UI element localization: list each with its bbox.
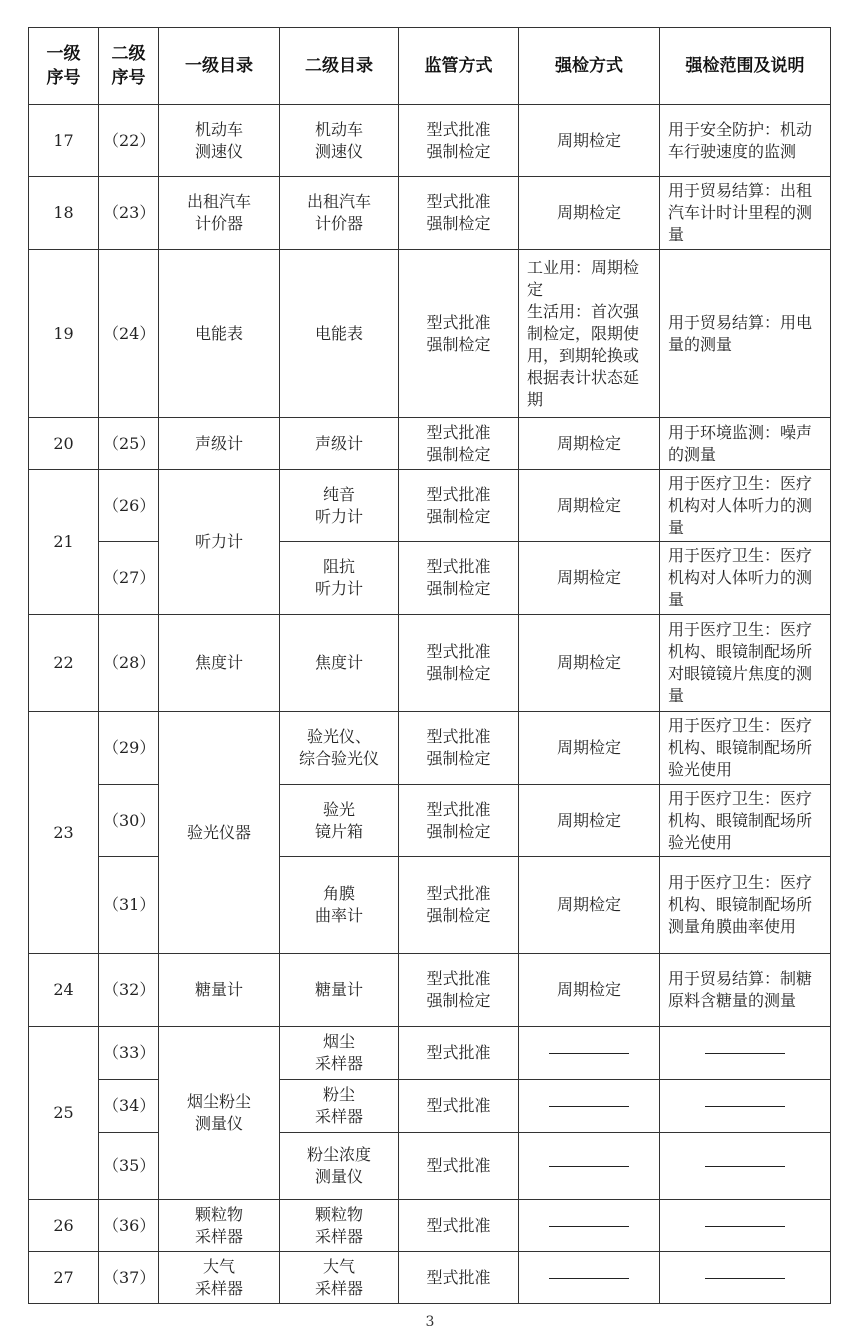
inspection-cell [519,470,660,542]
seq1-cell-text: 26 [53,1215,74,1235]
supervision-cell [399,470,519,542]
scope-cell [660,954,831,1027]
cat2-cell [280,177,399,250]
inspection-cell [519,785,660,857]
seq1-cell [29,712,99,954]
cat1-cell [159,418,280,470]
table-body [29,105,831,1304]
seq2-cell [99,1200,159,1252]
cat1-cell [159,1200,280,1252]
scope-cell [660,250,831,418]
seq2-cell-text: （27） [103,568,156,587]
inspection-cell-text: 工业用：周期检定 生活用：首次强制检定，限期使用，到期轮换或根据表计状态延期 [527,257,640,409]
cat2-cell [280,542,399,615]
cat2-cell [280,250,399,418]
table-row [29,954,831,1027]
supervision-cell-text: 型式批准 强制检定 [426,727,491,768]
empty-dash-line [549,1278,629,1279]
supervision-cell [399,954,519,1027]
supervision-cell [399,857,519,954]
cat2-cell [280,615,399,712]
empty-dash-line [549,1053,629,1054]
table-row [29,712,831,785]
inspection-cell [519,177,660,250]
inspection-cell-text: 周期检定 [556,568,621,587]
header-seq2: 二级 序号 [99,28,159,105]
page-number: 3 [425,1314,435,1330]
supervision-cell [399,1133,519,1200]
inspection-cell-text: 周期检定 [556,653,621,672]
cat2-cell-text: 出租汽车 计价器 [306,192,371,233]
cat1-cell [159,712,280,954]
supervision-cell [399,1200,519,1252]
inspection-cell [519,542,660,615]
inspection-cell [519,712,660,785]
seq2-cell [99,105,159,177]
inspection-cell-text: 周期检定 [556,980,621,999]
seq1-cell-text: 19 [53,323,74,343]
cat2-cell-text: 纯音 听力计 [314,484,363,526]
supervision-cell [399,177,519,250]
seq2-cell [99,1252,159,1304]
scope-cell-text: 用于医疗卫生：医疗机构对人体听力的测量 [668,473,813,537]
seq2-cell [99,250,159,418]
inspection-cell [519,615,660,712]
cat1-cell-text: 大气 采样器 [194,1256,243,1298]
scope-cell [660,615,831,712]
scope-cell [660,1080,831,1133]
seq2-cell [99,857,159,954]
inspection-cell-text: 周期检定 [556,433,621,453]
cat1-cell-text: 验光仪器 [186,822,251,842]
seq1-cell [29,177,99,250]
cat2-cell-text: 糖量计 [314,980,363,999]
cat1-cell-text: 电能表 [194,323,243,343]
seq2-cell-text: （29） [103,738,156,757]
scope-cell [660,542,831,615]
seq2-cell [99,615,159,712]
supervision-cell-text: 型式批准 强制检定 [426,642,491,683]
cat1-cell [159,615,280,712]
inspection-cell [519,1200,660,1252]
cat2-cell [280,1027,399,1080]
empty-dash-line [705,1106,785,1107]
scope-cell [660,1252,831,1304]
scope-cell [660,785,831,857]
table-row [29,1027,831,1080]
table-row [29,177,831,250]
supervision-cell [399,615,519,712]
table-row [29,470,831,542]
scope-cell-text: 用于环境监测：噪声的测量 [668,422,813,464]
supervision-cell-text: 型式批准 强制检定 [426,884,491,925]
header-seq1: 一级 序号 [29,28,99,105]
cat2-cell-text: 阻抗 听力计 [314,557,363,598]
seq1-cell-text: 27 [53,1267,74,1287]
cat2-cell-text: 烟尘 采样器 [314,1032,363,1073]
instrument-catalog-table [28,27,831,1304]
table-row [29,105,831,177]
table-row [29,1200,831,1252]
supervision-cell-text: 型式批准 强制检定 [426,799,491,841]
cat1-cell [159,177,280,250]
seq2-cell [99,785,159,857]
scope-cell [660,1133,831,1200]
seq2-cell [99,712,159,785]
scope-cell-text: 用于医疗卫生：医疗机构对人体听力的测量 [668,546,813,609]
cat2-cell [280,857,399,954]
supervision-cell [399,1080,519,1133]
empty-dash-line [549,1226,629,1227]
seq1-cell [29,418,99,470]
seq2-cell-text: （25） [103,433,156,453]
inspection-cell-text: 周期检定 [556,495,621,515]
scope-cell-text: 用于贸易结算：出租汽车计时计里程的测量 [668,181,813,244]
cat2-cell-text: 粉尘 采样器 [314,1085,363,1126]
supervision-cell-text: 型式批准 强制检定 [426,312,491,354]
empty-dash-line [549,1106,629,1107]
seq1-cell [29,105,99,177]
scope-cell [660,177,831,250]
seq2-cell-text: （36） [103,1215,156,1235]
supervision-cell-text: 型式批准 [426,1215,491,1235]
scope-cell [660,1027,831,1080]
table-row [29,1252,831,1304]
cat2-cell-text: 大气 采样器 [314,1256,363,1298]
supervision-cell-text: 型式批准 强制检定 [426,484,491,526]
cat2-cell-text: 声级计 [314,433,363,453]
table-row [29,785,831,857]
seq2-cell-text: （34） [103,1096,156,1115]
header-cat2: 二级目录 [280,28,399,105]
seq2-cell [99,470,159,542]
supervision-cell-text: 型式批准 [426,1096,491,1115]
seq2-cell-text: （35） [103,1156,156,1175]
empty-dash-line [705,1166,785,1167]
scope-cell-text: 用于安全防护：机动车行驶速度的监测 [668,119,813,161]
supervision-cell-text: 型式批准 强制检定 [426,557,491,598]
cat2-cell [280,1200,399,1252]
cat2-cell [280,470,399,542]
table-row [29,1080,831,1133]
supervision-cell-text: 型式批准 强制检定 [426,969,491,1010]
scope-cell [660,857,831,954]
scope-cell-text: 用于贸易结算：用电量的测量 [668,312,813,354]
inspection-cell-text: 周期检定 [556,203,621,222]
seq2-cell [99,1133,159,1200]
cat1-cell-text: 焦度计 [194,653,243,672]
supervision-cell [399,418,519,470]
cat2-cell [280,1080,399,1133]
supervision-cell [399,105,519,177]
supervision-cell-text: 型式批准 [426,1156,491,1175]
cat1-cell-text: 出租汽车 计价器 [186,192,251,233]
inspection-cell [519,1080,660,1133]
cat1-cell [159,1252,280,1304]
cat1-cell-text: 烟尘粉尘 测量仪 [186,1092,251,1133]
scope-cell [660,1200,831,1252]
cat2-cell-text: 颗粒物 采样器 [314,1204,363,1246]
table-row [29,857,831,954]
seq1-cell-text: 22 [53,653,74,672]
scope-cell [660,418,831,470]
cat2-cell-text: 电能表 [314,323,363,343]
cat2-cell [280,785,399,857]
supervision-cell-text: 型式批准 强制检定 [426,422,491,464]
cat1-cell-text: 机动车 测速仪 [194,119,243,161]
seq1-cell [29,470,99,615]
cat2-cell-text: 验光 镜片箱 [314,799,363,841]
supervision-cell-text: 型式批准 强制检定 [426,119,491,161]
table-row [29,1133,831,1200]
seq1-cell-text: 25 [53,1103,74,1122]
scope-cell [660,712,831,785]
seq2-cell [99,177,159,250]
supervision-cell [399,250,519,418]
empty-dash-line [705,1278,785,1279]
table-row [29,615,831,712]
seq2-cell [99,954,159,1027]
scope-cell [660,470,831,542]
inspection-cell [519,250,660,418]
cat2-cell-text: 验光仪、 综合验光仪 [298,727,379,768]
cat2-cell [280,712,399,785]
supervision-cell-text: 型式批准 [426,1043,491,1062]
seq1-cell-text: 23 [53,822,74,842]
scope-cell-text: 用于医疗卫生：医疗机构、眼镜制配场所验光使用 [668,788,813,852]
empty-dash-line [549,1166,629,1167]
seq2-cell-text: （26） [103,495,156,515]
inspection-cell-text: 周期检定 [556,130,621,150]
seq1-cell [29,954,99,1027]
scope-cell [660,105,831,177]
supervision-cell [399,785,519,857]
seq1-cell-text: 18 [53,203,74,222]
seq1-cell [29,1252,99,1304]
header-inspection: 强检方式 [519,28,660,105]
cat1-cell [159,105,280,177]
table-row [29,542,831,615]
seq2-cell-text: （37） [103,1267,156,1287]
seq1-cell [29,1200,99,1252]
seq1-cell [29,1027,99,1200]
cat2-cell-text: 粉尘浓度 测量仪 [306,1145,371,1186]
cat2-cell-text: 机动车 测速仪 [314,119,363,161]
seq2-cell-text: （31） [103,895,156,914]
empty-dash-line [705,1226,785,1227]
seq2-cell [99,1080,159,1133]
cat2-cell-text: 角膜 曲率计 [314,884,363,925]
scope-cell-text: 用于医疗卫生：医疗机构、眼镜制配场所对眼镜镜片焦度的测量 [668,620,813,705]
supervision-cell [399,1252,519,1304]
seq2-cell-text: （23） [103,203,156,222]
seq2-cell-text: （32） [103,980,156,999]
cat2-cell [280,954,399,1027]
header-scope: 强检范围及说明 [660,28,831,105]
supervision-cell [399,542,519,615]
supervision-cell-text: 型式批准 强制检定 [426,192,491,233]
seq2-cell [99,542,159,615]
table-row [29,250,831,418]
cat1-cell-text: 颗粒物 采样器 [194,1204,243,1246]
cat1-cell [159,250,280,418]
inspection-cell [519,418,660,470]
seq2-cell-text: （33） [103,1043,156,1062]
header-row [29,28,831,105]
inspection-cell-text: 周期检定 [556,810,621,830]
seq2-cell-text: （30） [103,810,156,830]
table-row [29,418,831,470]
seq2-cell [99,1027,159,1080]
cat1-cell-text: 听力计 [194,532,243,551]
seq1-cell [29,250,99,418]
seq1-cell-text: 17 [53,130,74,150]
inspection-cell-text: 周期检定 [556,895,621,914]
seq2-cell-text: （28） [103,653,156,672]
supervision-cell [399,1027,519,1080]
seq2-cell [99,418,159,470]
cat1-cell [159,954,280,1027]
cat1-cell [159,470,280,615]
seq2-cell-text: （22） [103,130,156,150]
cat2-cell-text: 焦度计 [314,653,363,672]
seq1-cell-text: 20 [53,433,74,453]
cat2-cell [280,1133,399,1200]
inspection-cell [519,1252,660,1304]
cat2-cell [280,1252,399,1304]
cat2-cell [280,105,399,177]
scope-cell-text: 用于医疗卫生：医疗机构、眼镜制配场所测量角膜曲率使用 [668,873,813,936]
inspection-cell [519,1027,660,1080]
seq1-cell-text: 24 [53,980,74,999]
seq2-cell-text: （24） [103,323,156,343]
inspection-cell [519,1133,660,1200]
cat2-cell [280,418,399,470]
seq1-cell-text: 21 [53,532,74,551]
supervision-cell [399,712,519,785]
cat1-cell-text: 声级计 [194,433,243,453]
scope-cell-text: 用于贸易结算：制糖原料含糖量的测量 [668,969,813,1010]
scope-cell-text: 用于医疗卫生：医疗机构、眼镜制配场所验光使用 [668,716,813,779]
cat1-cell [159,1027,280,1200]
inspection-cell [519,105,660,177]
cat1-cell-text: 糖量计 [194,980,243,999]
inspection-cell [519,954,660,1027]
inspection-cell-text: 周期检定 [556,738,621,757]
supervision-cell-text: 型式批准 [426,1267,491,1287]
header-cat1: 一级目录 [159,28,280,105]
inspection-cell [519,857,660,954]
seq1-cell [29,615,99,712]
header-supervision: 监管方式 [399,28,519,105]
empty-dash-line [705,1053,785,1054]
